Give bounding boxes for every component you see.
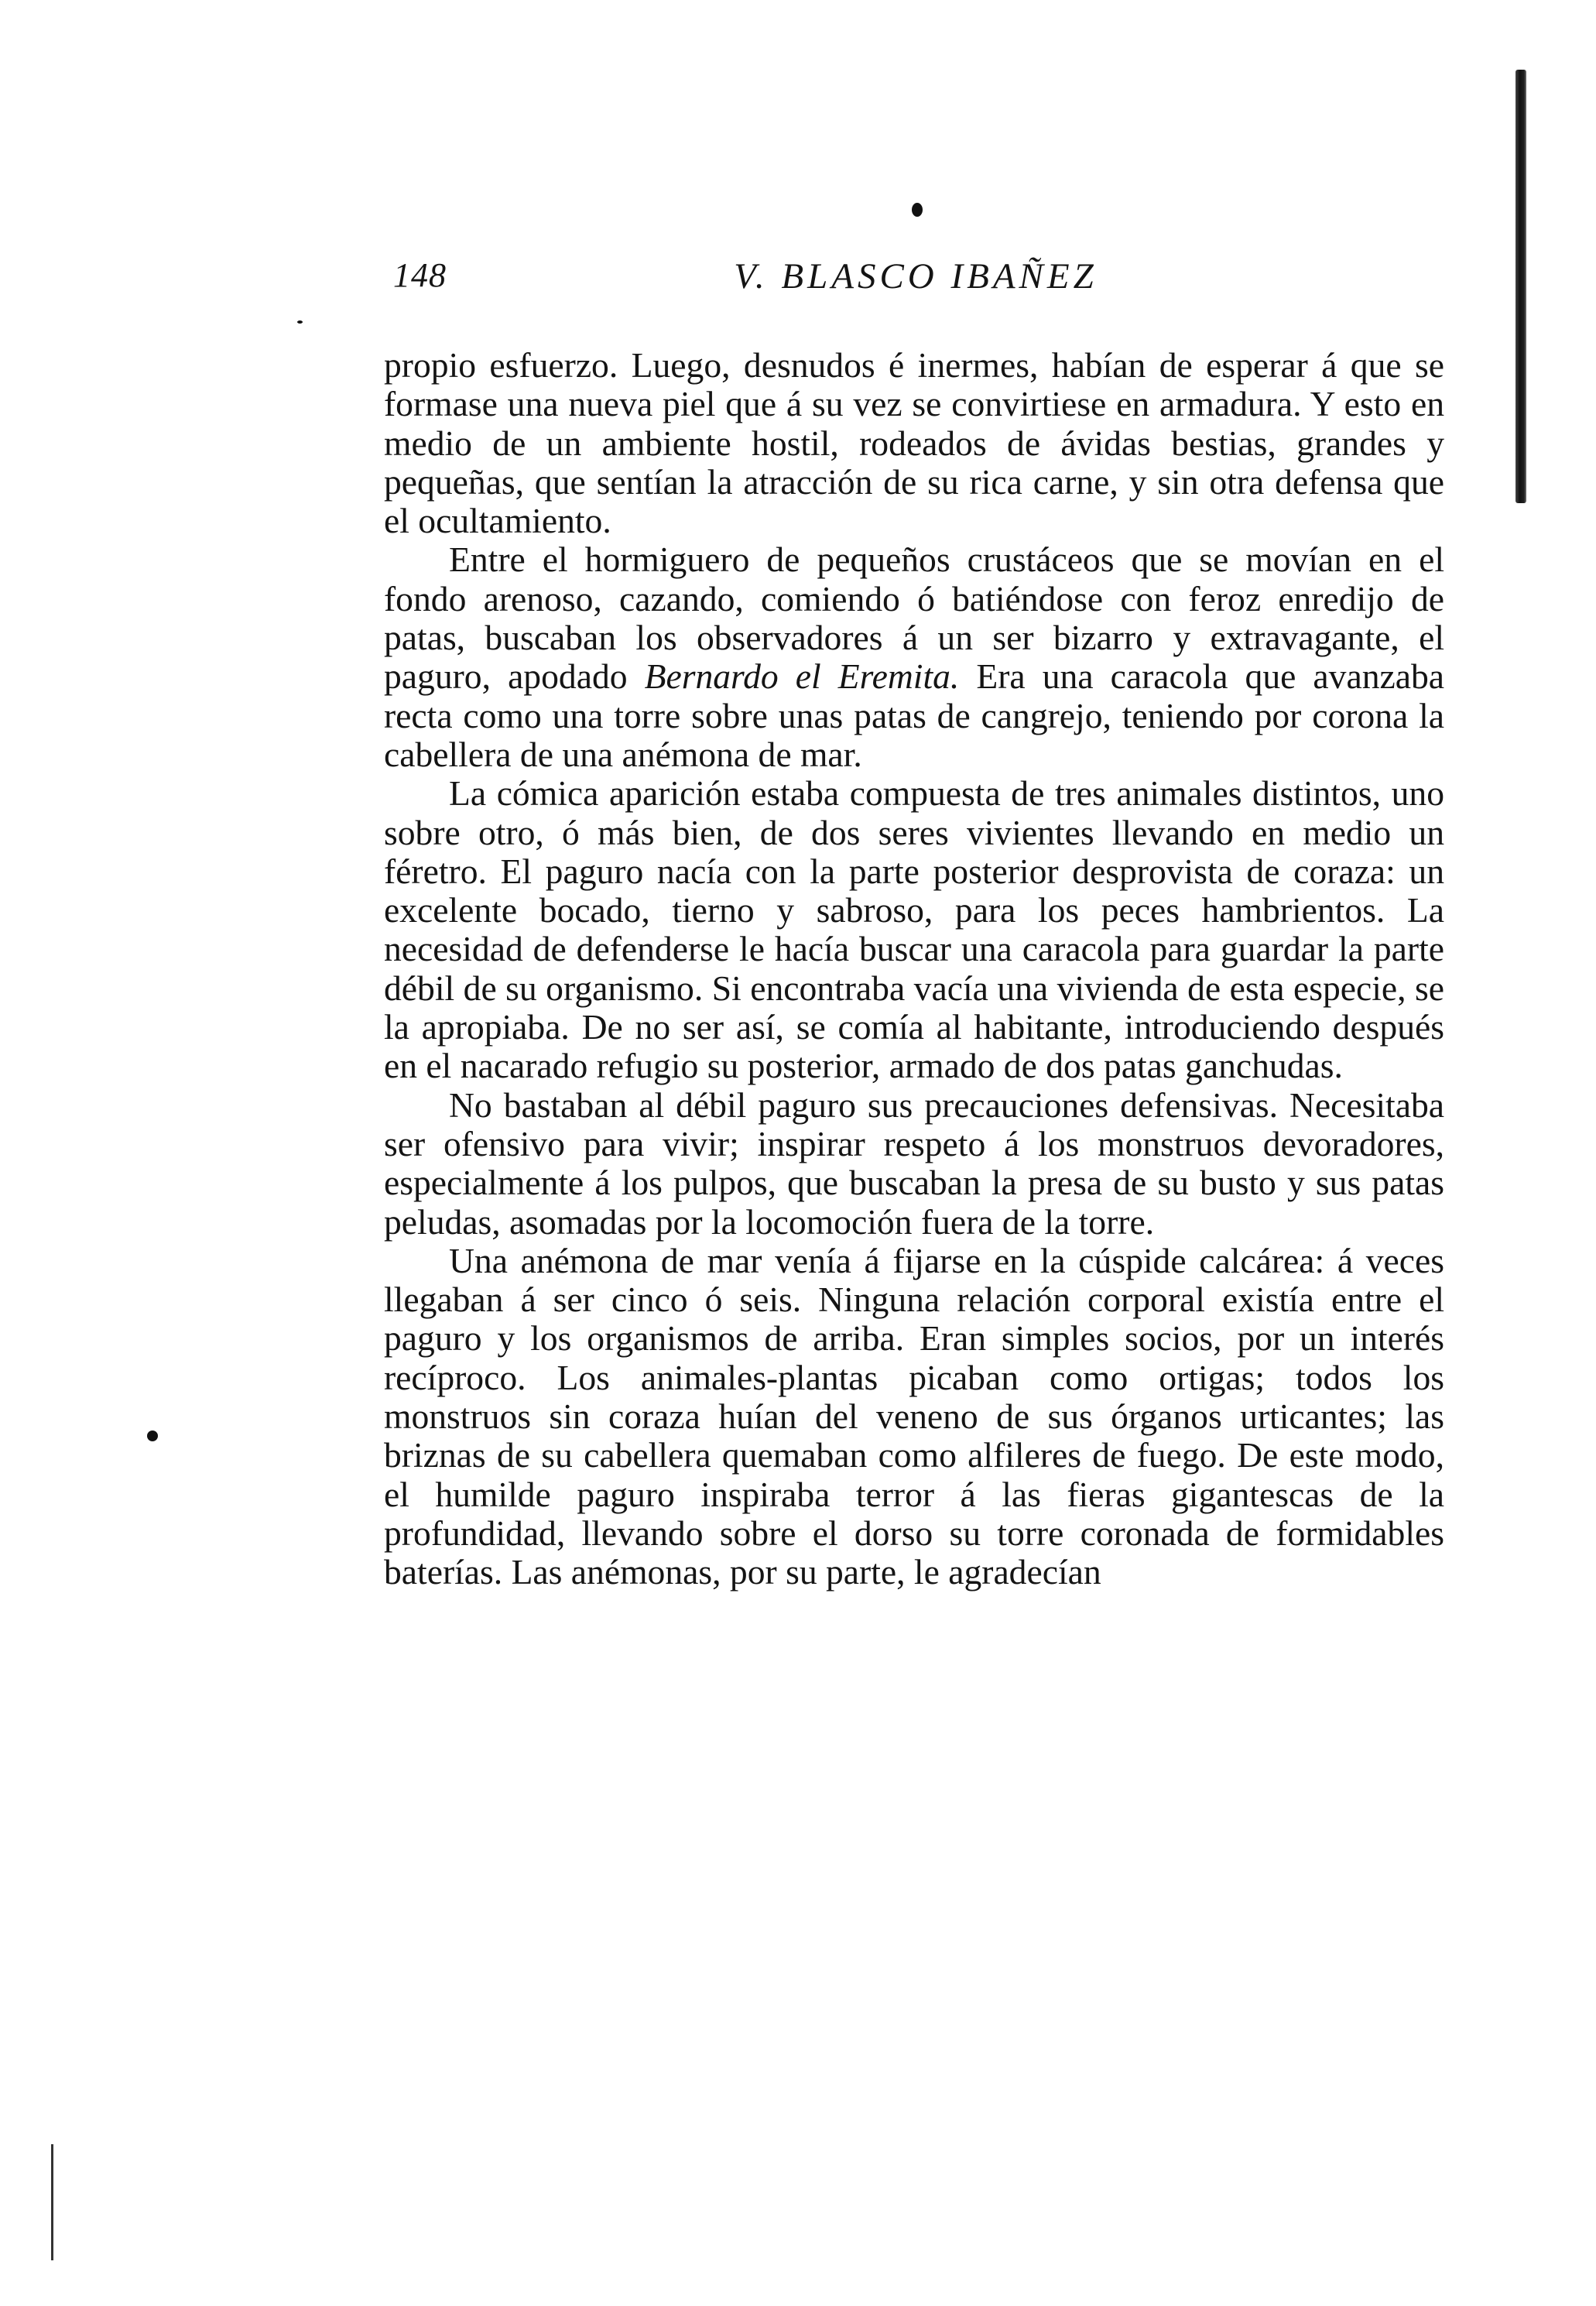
ink-speck-margin: [147, 1431, 158, 1441]
italic-title: Bernardo el Eremita.: [644, 656, 960, 697]
scan-margin-line: [51, 2144, 53, 2260]
paragraph-1: propio esfuerzo. Luego, desnudos é inermes, habían de esperar á que se formase una nueva piel que á su vez se convirtiese en armadura. Y esto en medio de un ambiente hostil, rodeados de ávidas bestias, grandes y pequeñas, que sentían la atracción de su rica carne, y sin otra defensa que el ocultamiento.: [384, 345, 1444, 541]
paragraph-3: La cómica aparición estaba compuesta de tres animales distintos, uno sobre otro, ó más bien, de dos seres vivientes llevando en medio un féretro. El paguro nacía con la parte posterior desprovista de coraza: un excelente bocado, tierno y sabroso, para los peces hambrientos. La necesidad de defenderse le hacía buscar una caracola para guardar la parte débil de su organismo. Si encontraba vacía una vivienda de esta especie, se la apropiaba. De no ser así, se comía al habitante, introduciendo después en el nacarado refugio su posterior, armado de dos patas ganchudas.: [384, 773, 1444, 1086]
page-number: 148: [393, 256, 447, 294]
page-header: [393, 255, 1438, 317]
ink-speck-header: [297, 320, 303, 324]
paragraph-4: No bastaban al débil paguro sus precauciones defensivas. Necesitaba ser ofensivo para vivir; inspirar respeto á los monstruos devoradores, especialmente á los pulpos, que buscaban la presa de su busto y sus patas peludas, asomadas por la locomoción fuera de la torre.: [384, 1084, 1444, 1242]
running-head: V. BLASCO IBAÑEZ: [734, 256, 1098, 296]
ink-speck-top: [912, 203, 923, 217]
paragraph-2-text-a: Entre el hormiguero de pequeños crustáceos que se movían en el fondo arenoso, cazando, comiendo ó batiéndose con feroz enredijo de patas, buscaban los observadores á un ser bizarro y extravagante, el paguro, apodado: [384, 540, 1444, 697]
body-text: [384, 346, 1444, 1592]
paragraph-2-text-b: Era una caracola que avanzaba recta como una torre sobre unas patas de cangrejo, teniendo por corona la cabellera de una anémona de mar.: [384, 656, 1445, 774]
scan-edge-mark: [1516, 70, 1526, 503]
paragraph-5: Una anémona de mar venía á fijarse en la cúspide calcárea: á veces llegaban á ser cinco ó seis. Ninguna relación corporal existía entre el paguro y los organismos de arriba. Eran simples socios, por un interés recíproco. Los animales-plantas picaban como ortigas; todos los monstruos sin coraza huían del veneno de sus órganos urticantes; las briznas de su cabellera quemaban como alfileres de fuego. De este modo, el humilde paguro inspiraba terror á las fieras gigantescas de la profundidad, llevando sobre el dorso su torre coronada de formidables baterías. Las anémonas, por su parte, le agradecían: [384, 1240, 1444, 1592]
paragraph-2: [384, 540, 1444, 774]
